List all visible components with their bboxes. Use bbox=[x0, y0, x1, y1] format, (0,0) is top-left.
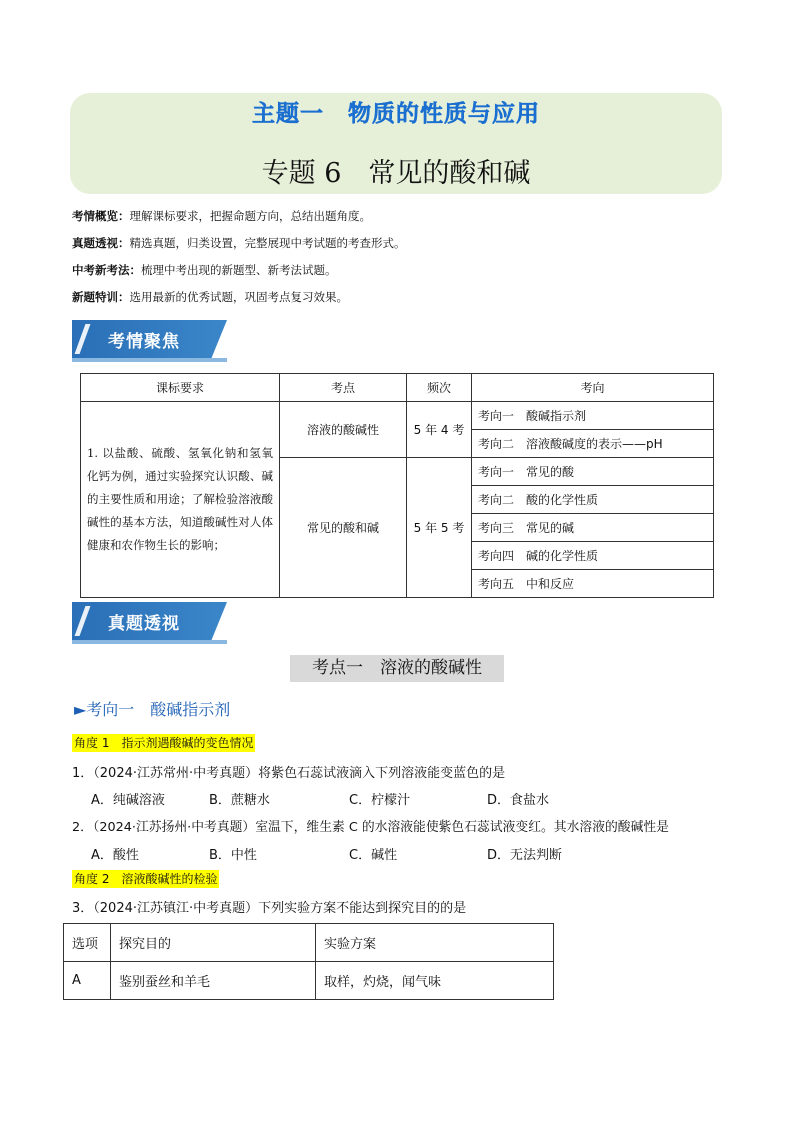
direction-cell: 考向五 中和反应 bbox=[472, 570, 714, 598]
section-banner-kaoqing bbox=[72, 320, 232, 364]
requirement-cell: 1. 以盐酸、硫酸、氢氧化钠和氢氧化钙为例，通过实验探究认识酸、碱的主要性质和用途；了解检验溶液酸碱性的基本方法，知道酸碱性对人体健康和农作物生长的影响； bbox=[81, 402, 280, 598]
option: D．食盐水 bbox=[487, 793, 550, 808]
table-header: 选项 bbox=[64, 924, 111, 962]
direction-cell: 考向一 酸碱指示剂 bbox=[472, 402, 714, 430]
direction-cell: 考向二 溶液酸碱度的表示——pH bbox=[472, 430, 714, 458]
table-header: 探究目的 bbox=[111, 924, 316, 962]
table-cell: 鉴别蚕丝和羊毛 bbox=[111, 962, 316, 1000]
table-header: 考向 bbox=[472, 374, 714, 402]
direction-cell: 考向四 碱的化学性质 bbox=[472, 542, 714, 570]
freq-cell: 5 年 4 考 bbox=[407, 402, 472, 458]
intro-line: 中考新考法：梳理中考出现的新题型、新考法试题。 bbox=[72, 263, 337, 277]
option: A．纯碱溶液 bbox=[91, 793, 165, 808]
option: B．蔗糖水 bbox=[209, 793, 270, 808]
intro-line: 考情概览：理解课标要求，把握命题方向，总结出题角度。 bbox=[72, 209, 371, 223]
angle-label: 角度 1 指示剂遇酸碱的变色情况 bbox=[74, 736, 254, 750]
direction-cell: 考向三 常见的碱 bbox=[472, 514, 714, 542]
option: B．中性 bbox=[209, 848, 257, 863]
section-label: 真题透视 bbox=[108, 614, 180, 634]
angle-label: 角度 2 溶液酸碱性的检验 bbox=[74, 872, 218, 886]
option: D．无法判断 bbox=[487, 848, 563, 863]
freq-cell: 5 年 5 考 bbox=[407, 458, 472, 598]
table-header: 实验方案 bbox=[316, 924, 554, 962]
question-stem: 2．（2024·江苏扬州·中考真题）室温下，维生素 C 的水溶液能使紫色石蕊试液变红。其水溶液的酸碱性是 bbox=[72, 820, 669, 835]
section-banner-zhenti bbox=[72, 602, 232, 646]
direction-heading: ►考向一 酸碱指示剂 bbox=[74, 700, 231, 719]
option: C．碱性 bbox=[349, 848, 398, 863]
question-stem: 1．（2024·江苏常州·中考真题）将紫色石蕊试液滴入下列溶液能变蓝色的是 bbox=[72, 766, 506, 781]
table-header: 课标要求 bbox=[81, 374, 280, 402]
table-cell: A bbox=[64, 962, 111, 1000]
question-stem: 3．（2024·江苏镇江·中考真题）下列实验方案不能达到探究目的的是 bbox=[72, 901, 467, 916]
section-label: 考情聚焦 bbox=[108, 332, 180, 352]
option: C．柠檬汁 bbox=[349, 793, 411, 808]
option: A．酸性 bbox=[91, 848, 139, 863]
direction-cell: 考向二 酸的化学性质 bbox=[472, 486, 714, 514]
point-cell: 溶液的酸碱性 bbox=[280, 402, 407, 458]
table-row bbox=[64, 962, 554, 1000]
intro-line: 真题透视：精选真题，归类设置，完整展现中考试题的考查形式。 bbox=[72, 236, 406, 250]
exam-overview-table bbox=[80, 373, 714, 598]
table-cell: 取样，灼烧，闻气味 bbox=[316, 962, 554, 1000]
intro-line: 新题特训：选用最新的优秀试题，巩固考点复习效果。 bbox=[72, 290, 348, 304]
kaodian-title: 考点一 溶液的酸碱性 bbox=[290, 655, 504, 682]
point-cell: 常见的酸和碱 bbox=[280, 458, 407, 598]
direction-cell: 考向一 常见的酸 bbox=[472, 458, 714, 486]
table-header: 频次 bbox=[407, 374, 472, 402]
topic-title: 主题一 物质的性质与应用 bbox=[252, 101, 540, 127]
experiment-table bbox=[63, 923, 554, 1000]
table-header: 考点 bbox=[280, 374, 407, 402]
page-title: 专题 6 常见的酸和碱 bbox=[261, 158, 531, 189]
